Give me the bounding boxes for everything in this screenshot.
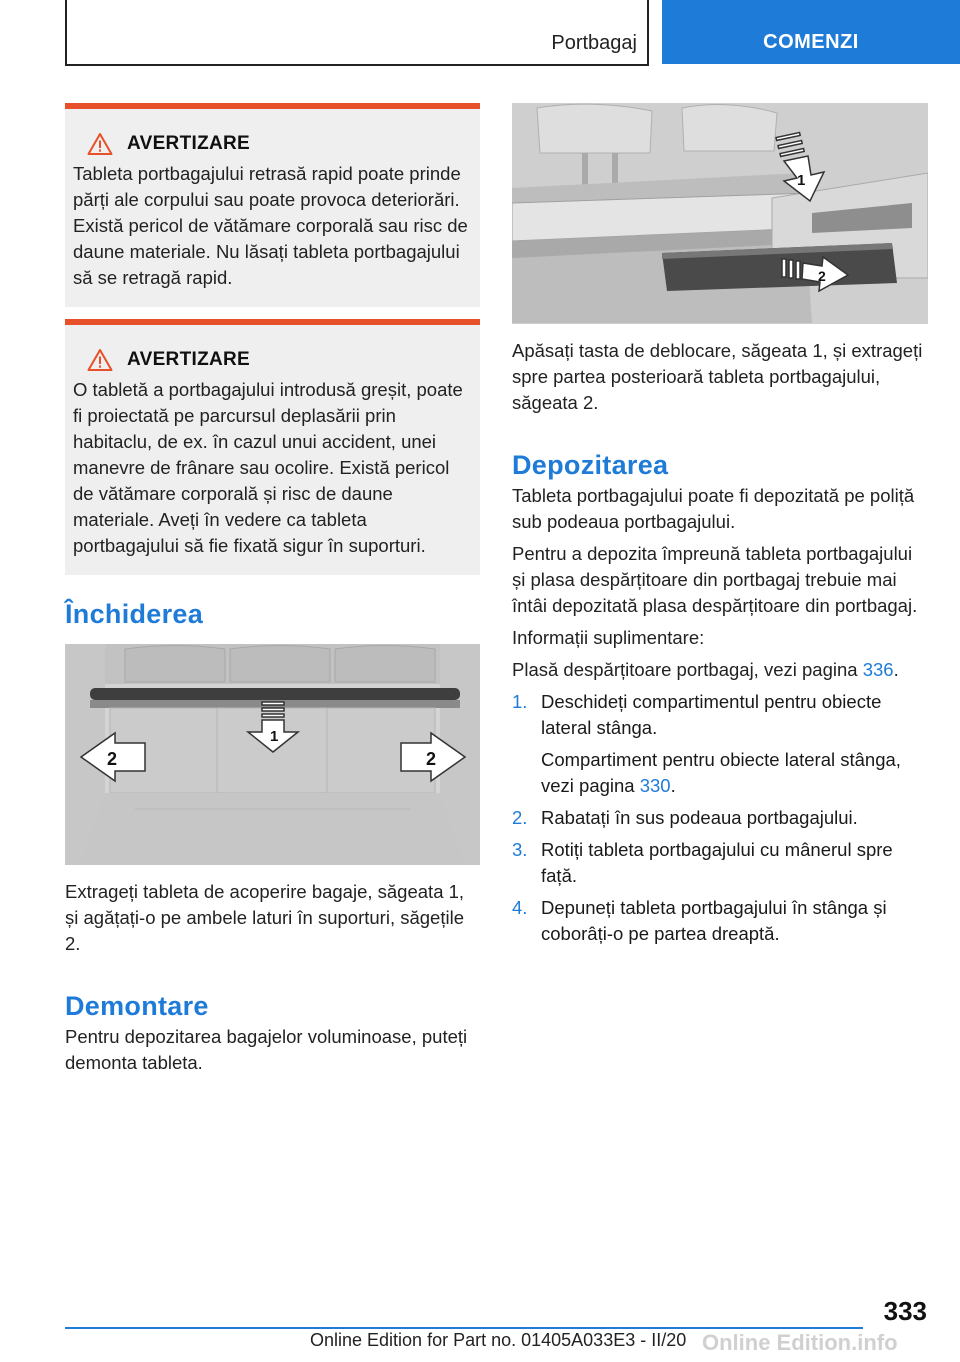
storage-p3: Informații suplimentare: bbox=[512, 627, 705, 648]
warning-triangle-icon bbox=[87, 132, 113, 156]
step-number: 4. bbox=[512, 897, 528, 918]
storage-p1: Tableta portbagajului poate fi depozitată pe poliță sub podeaua portbagajului. bbox=[512, 485, 915, 532]
right-column bbox=[512, 103, 928, 947]
closing-caption: Extrageți tableta de acoperire bagaje, săgeata 1, și agățați-o pe ambele laturi în suporturi, săgețile 2. bbox=[65, 881, 465, 954]
release-caption: Apăsați tasta de deblocare, săgeata 1, și extrageți spre partea posterioară tableta portbagajului, săgeata 2. bbox=[512, 340, 923, 413]
storage-p2: Pentru a depozita împreună tableta portbagajului și plasa despărțitoare din portbagaj trebuie mai întâi depozitată plasa despărțitoare din portbagaj. bbox=[512, 543, 918, 616]
step-text: Deschideți compartimentul pentru obiecte lateral stânga. bbox=[541, 691, 882, 738]
header-section-tab bbox=[65, 0, 649, 66]
step-number: 1. bbox=[512, 691, 528, 712]
left-column bbox=[65, 103, 480, 1076]
fig-label-arrow2-left: 2 bbox=[107, 749, 118, 769]
warning-box-1 bbox=[65, 103, 480, 307]
list-item bbox=[512, 689, 928, 799]
list-item bbox=[512, 805, 928, 831]
heading-removal: Demontare bbox=[65, 991, 209, 1021]
fig-label-release-arrow2: 2 bbox=[818, 268, 826, 284]
header-chapter-title: COMENZI bbox=[763, 31, 859, 53]
list-item bbox=[512, 895, 928, 947]
step-number: 2. bbox=[512, 807, 528, 828]
footer-watermark: Online Edition.info bbox=[702, 1330, 898, 1355]
fig-label-arrow2-right: 2 bbox=[426, 749, 437, 769]
page-number: 333 bbox=[883, 1296, 927, 1326]
heading-storage: Depozitarea bbox=[512, 450, 669, 480]
warning-text: Tableta portbagajului retrasă rapid poate prinde părți ale corpului sau poate provoca deteriorări. Există pericol de vătămare corporală sau risc de daune materiale. Nu lăsați tableta portbagajului să se retragă rapid. bbox=[73, 163, 468, 288]
step-number: 3. bbox=[512, 839, 528, 860]
warning-text: O tabletă a portbagajului introdusă greșit, poate fi proiectată pe parcursul deplasării prin habitaclu, de ex. în cazul unui accident, unei manevre de frânare sau ocolire. Există pericol de vătămare corporală și risc de daune materiale. Aveți în vedere ca tableta portbagajului să fie fixată sigur în suporturi. bbox=[73, 379, 463, 556]
warning-title bbox=[73, 345, 472, 375]
warning-title bbox=[73, 129, 472, 159]
figure-cargo-cover-closing bbox=[65, 644, 480, 865]
fig-label-arrow1: 1 bbox=[270, 728, 279, 745]
storage-p4: Plasă despărțitoare portbagaj, vezi pagina 336. bbox=[512, 659, 899, 680]
storage-steps bbox=[512, 689, 928, 947]
list-item bbox=[512, 837, 928, 889]
warning-title-text: AVERTIZARE bbox=[127, 133, 250, 154]
figure-cargo-cover-release bbox=[512, 103, 928, 324]
step-text: Rotiți tableta portbagajului cu mânerul spre față. bbox=[541, 839, 893, 886]
warning-title-text: AVERTIZARE bbox=[127, 349, 250, 370]
warning-box-2 bbox=[65, 319, 480, 575]
step-text: Depuneți tableta portbagajului în stânga și coborâți-o pe partea dreaptă. bbox=[541, 897, 887, 944]
page-link-336[interactable]: 336 bbox=[862, 659, 894, 680]
footer-edition: Online Edition for Part no. 01405A033E3 - II/20 bbox=[310, 1330, 687, 1350]
removal-text: Pentru depozitarea bagajelor voluminoase, puteți demonta tableta. bbox=[65, 1026, 468, 1073]
footer-rule bbox=[65, 1327, 863, 1329]
header-section-title: Portbagaj bbox=[551, 32, 637, 54]
heading-closing: Închiderea bbox=[65, 599, 204, 629]
header-chapter-tab[interactable] bbox=[662, 0, 960, 64]
warning-triangle-icon bbox=[87, 348, 113, 372]
step-text: Rabatați în sus podeaua portbagajului. bbox=[541, 807, 858, 828]
fig-label-release-arrow1: 1 bbox=[797, 172, 806, 189]
page-link-330[interactable]: 330 bbox=[639, 775, 671, 796]
step-subtext: Compartiment pentru obiecte lateral stânga, vezi pagina 330. bbox=[541, 749, 901, 796]
